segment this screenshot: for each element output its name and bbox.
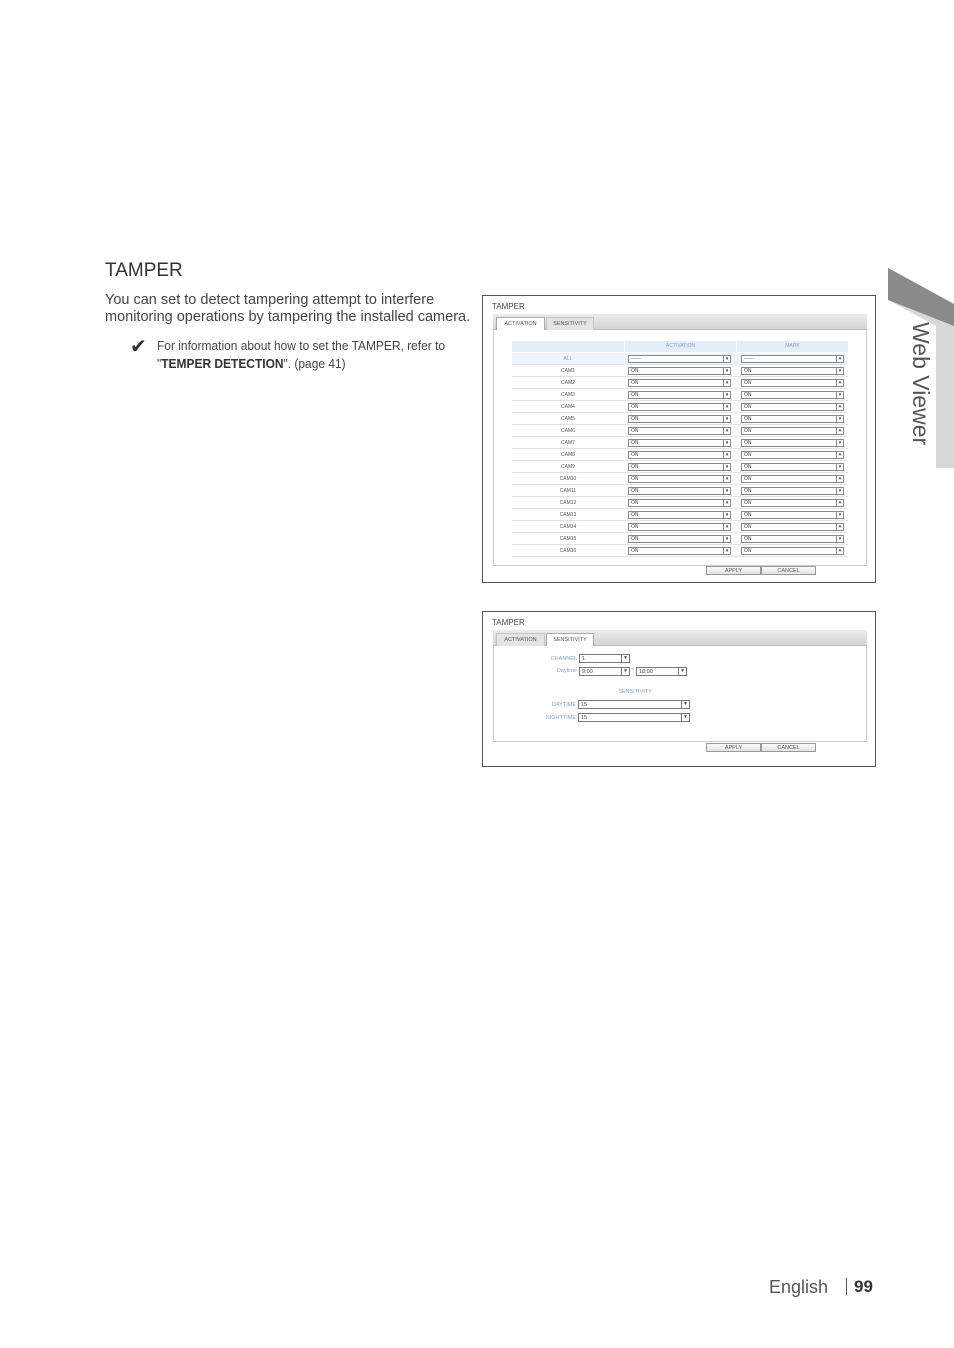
camera-name: CAM14 — [559, 524, 577, 530]
chevron-down-icon: ▾ — [723, 524, 730, 530]
mark-select[interactable]: ON ▾ — [741, 511, 844, 519]
mark-select[interactable]: ON ▾ — [741, 499, 844, 507]
camera-name: CAM10 — [559, 476, 577, 482]
chevron-down-icon: ▾ — [621, 668, 629, 675]
camera-name: CAM3 — [561, 392, 575, 398]
mark-select[interactable]: ON ▾ — [741, 427, 844, 435]
daytime-start-select[interactable]: 9:00 ▾ — [579, 667, 630, 676]
camera-name: CAM4 — [561, 404, 575, 410]
daytime-label: Daytime — [556, 668, 577, 674]
activation-select[interactable]: ON ▾ — [628, 499, 731, 507]
mark-select[interactable]: ON ▾ — [741, 451, 844, 459]
note-bold-reference: TEMPER DETECTION — [161, 356, 284, 371]
mark-select[interactable]: ON ▾ — [741, 523, 844, 531]
table-row — [512, 365, 848, 377]
chevron-down-icon: ▾ — [621, 655, 629, 662]
tab-bar — [493, 314, 867, 330]
chevron-down-icon: ▾ — [723, 452, 730, 458]
mark-select[interactable]: ON ▾ — [741, 463, 844, 471]
chevron-down-icon: ▾ — [723, 392, 730, 398]
table-row — [512, 509, 848, 521]
chevron-down-icon: ▾ — [723, 416, 730, 422]
camera-name: CAM15 — [559, 536, 577, 542]
nighttime-sensitivity-select[interactable]: 15 ▾ — [578, 713, 690, 722]
table-row — [512, 473, 848, 485]
chevron-down-icon: ▾ — [836, 380, 843, 386]
table-row — [512, 461, 848, 473]
tab-bar — [493, 630, 867, 646]
chevron-down-icon: ▾ — [836, 392, 843, 398]
activation-select[interactable]: ------ ▾ — [628, 355, 731, 363]
channel-select[interactable]: 1 ▾ — [579, 654, 630, 663]
camera-name: CAM11 — [559, 488, 577, 494]
chevron-down-icon: ▾ — [723, 488, 730, 494]
tamper-sensitivity-panel — [482, 611, 876, 767]
activation-select[interactable]: ON ▾ — [628, 367, 731, 375]
table-row — [512, 449, 848, 461]
chevron-down-icon: ▾ — [723, 440, 730, 446]
apply-button[interactable]: APPLY — [706, 566, 761, 575]
chevron-down-icon: ▾ — [681, 701, 689, 708]
mark-select[interactable]: ------ ▾ — [741, 355, 844, 363]
chevron-down-icon: ▾ — [836, 476, 843, 482]
chevron-down-icon: ▾ — [723, 368, 730, 374]
range-separator: ~ — [631, 667, 635, 673]
tab-activation[interactable]: ACTIVATION — [496, 317, 545, 330]
table-row — [512, 389, 848, 401]
table-row — [512, 353, 848, 365]
activation-select[interactable]: ON ▾ — [628, 535, 731, 543]
activation-select[interactable]: ON ▾ — [628, 451, 731, 459]
tab-sensitivity[interactable]: SENSITIVITY — [546, 317, 594, 330]
footer-language: English — [769, 1277, 829, 1297]
table-row — [512, 401, 848, 413]
chevron-down-icon: ▾ — [723, 464, 730, 470]
mark-select[interactable]: ON ▾ — [741, 367, 844, 375]
channel-label: CHANNEL — [550, 656, 577, 662]
chevron-down-icon: ▾ — [836, 524, 843, 530]
camera-name: CAM5 — [561, 416, 575, 422]
camera-name: CAM12 — [559, 500, 577, 506]
activation-select[interactable]: ON ▾ — [628, 391, 731, 399]
sensitivity-heading: SENSITIVITY — [618, 689, 652, 695]
mark-select[interactable]: ON ▾ — [741, 379, 844, 387]
apply-button[interactable]: APPLY — [706, 743, 761, 752]
daytime-sensitivity-select[interactable]: 15 ▾ — [578, 700, 690, 709]
chevron-down-icon: ▾ — [836, 404, 843, 410]
chevron-down-icon: ▾ — [723, 428, 730, 434]
panel-title: TAMPER — [492, 302, 525, 311]
camera-name: CAM1 — [561, 368, 575, 374]
table-row — [512, 545, 848, 557]
chevron-down-icon: ▾ — [836, 536, 843, 542]
intro-paragraph: You can set to detect tampering attempt to interfere monitoring operations by tampering the installed camera. — [105, 292, 471, 325]
page-number: 99 — [854, 1277, 873, 1296]
camera-name: CAM16 — [559, 548, 577, 554]
table-row — [512, 377, 848, 389]
mark-select[interactable]: ON ▾ — [741, 415, 844, 423]
activation-select[interactable]: ON ▾ — [628, 379, 731, 387]
activation-select[interactable]: ON ▾ — [628, 463, 731, 471]
mark-select[interactable]: ON ▾ — [741, 487, 844, 495]
header-blank — [512, 341, 624, 352]
chevron-down-icon: ▾ — [836, 464, 843, 470]
camera-name: CAM7 — [561, 440, 575, 446]
activation-select[interactable]: ON ▾ — [628, 511, 731, 519]
chevron-down-icon: ▾ — [723, 380, 730, 386]
camera-name: CAM9 — [561, 464, 575, 470]
footer-divider — [846, 1278, 847, 1295]
table-row — [512, 521, 848, 533]
activation-select[interactable]: ON ▾ — [628, 475, 731, 483]
mark-select[interactable]: ON ▾ — [741, 391, 844, 399]
chevron-down-icon: ▾ — [678, 668, 686, 675]
tab-activation[interactable]: ACTIVATION — [496, 633, 545, 646]
tamper-activation-panel — [482, 295, 876, 583]
mark-select[interactable]: ON ▾ — [741, 403, 844, 411]
chevron-down-icon: ▾ — [723, 548, 730, 554]
chevron-down-icon: ▾ — [836, 488, 843, 494]
chevron-down-icon: ▾ — [836, 512, 843, 518]
note-text: For information about how to set the TAMPER, refer to "TEMPER DETECTION". (page 41) — [157, 338, 446, 371]
camera-name: CAM2 — [561, 380, 575, 386]
header-activation: ACTIVATION — [625, 341, 736, 352]
mark-select[interactable]: ON ▾ — [741, 439, 844, 447]
activation-select[interactable]: ON ▾ — [628, 427, 731, 435]
cancel-button[interactable]: CANCEL — [761, 566, 816, 575]
nighttime-sensitivity-label: NIGHTTIME — [545, 715, 576, 721]
table-row — [512, 425, 848, 437]
chevron-down-icon: ▾ — [723, 500, 730, 506]
tab-sensitivity[interactable]: SENSITIVITY — [546, 633, 594, 646]
table-row — [512, 497, 848, 509]
chevron-down-icon: ▾ — [723, 536, 730, 542]
chevron-down-icon: ▾ — [723, 512, 730, 518]
chevron-down-icon: ▾ — [836, 452, 843, 458]
chevron-down-icon: ▾ — [681, 714, 689, 721]
activation-select[interactable]: ON ▾ — [628, 439, 731, 447]
chevron-down-icon: ▾ — [836, 428, 843, 434]
camera-name: CAM13 — [559, 512, 577, 518]
table-row — [512, 485, 848, 497]
camera-name: CAM6 — [561, 428, 575, 434]
mark-select[interactable]: ON ▾ — [741, 547, 844, 555]
chevron-down-icon: ▾ — [836, 440, 843, 446]
chevron-down-icon: ▾ — [836, 368, 843, 374]
mark-select[interactable]: ON ▾ — [741, 535, 844, 543]
chevron-down-icon: ▾ — [836, 356, 843, 362]
chevron-down-icon: ▾ — [723, 404, 730, 410]
chevron-down-icon: ▾ — [836, 548, 843, 554]
activation-select[interactable]: ON ▾ — [628, 415, 731, 423]
table-row — [512, 437, 848, 449]
camera-name: CAM8 — [561, 452, 575, 458]
chapter-label: Web Viewer — [908, 322, 934, 446]
activation-select[interactable]: ON ▾ — [628, 523, 731, 531]
cancel-button[interactable]: CANCEL — [761, 743, 816, 752]
activation-select[interactable]: ON ▾ — [628, 403, 731, 411]
chevron-down-icon: ▾ — [836, 416, 843, 422]
daytime-sensitivity-label: DAYTIME — [551, 702, 576, 708]
chevron-down-icon: ▾ — [723, 476, 730, 482]
header-mark: MARK — [737, 341, 848, 352]
table-row — [512, 533, 848, 545]
camera-name: ALL — [563, 356, 573, 362]
table-row — [512, 413, 848, 425]
panel-title: TAMPER — [492, 618, 525, 627]
mark-select[interactable]: ON ▾ — [741, 475, 844, 483]
section-title: TAMPER — [105, 260, 183, 281]
check-mark-icon: ✔ — [130, 336, 147, 358]
chevron-down-icon: ▾ — [836, 500, 843, 506]
activation-select[interactable]: ON ▾ — [628, 487, 731, 495]
chevron-down-icon: ▾ — [723, 356, 730, 362]
activation-select[interactable]: ON ▾ — [628, 547, 731, 555]
daytime-end-select[interactable]: 18:00 ▾ — [636, 667, 687, 676]
